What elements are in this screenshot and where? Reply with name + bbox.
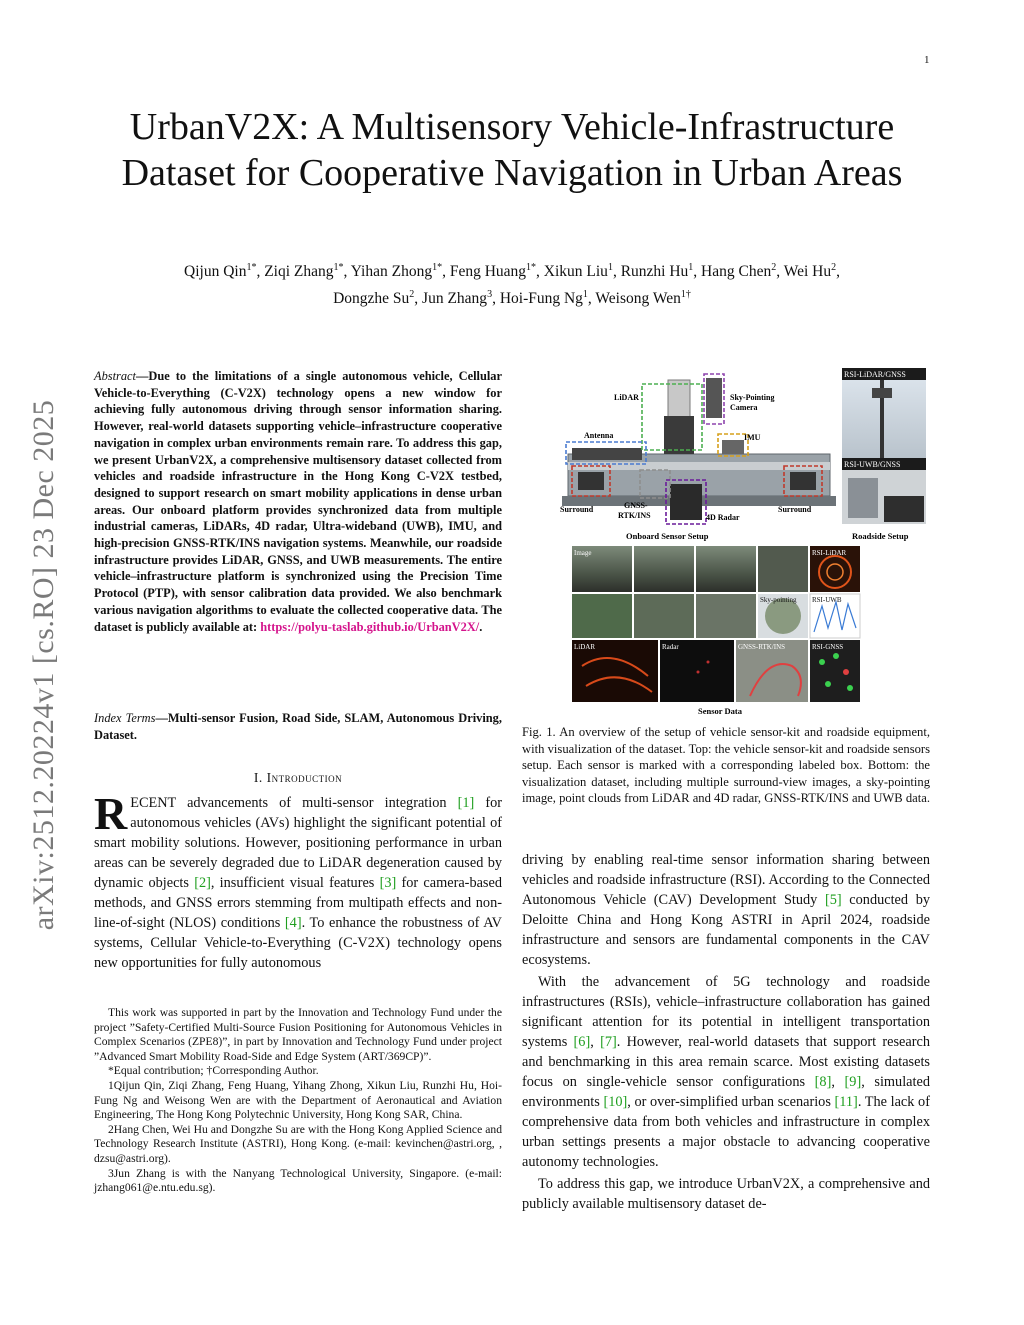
paragraph: driving by enabling real-time sensor information sharing between vehicles and roadside infrastructure (RSI). According to the Connected Autonomous Vehicle (CAV) Development Study [5] conducted by Deloitte China and Hong Kong ASTRI in April 2024, roadside infrastructure and sensors are fundamental components in the CAV ecosystems. xyxy=(522,852,931,968)
image-tile-2 xyxy=(634,546,694,592)
author: Runzhi Hu$^1$ xyxy=(620,262,694,281)
label-image: Image xyxy=(574,549,592,557)
image-tile-5 xyxy=(572,594,632,638)
footnote-funding: This work was supported in part by the Innovation and Technology Fund under the project ”Safety-Certified Multi-Source Fusion Positioning for Autonomous Vehicles in Complex Scenarios (ZPE8)”, in part by Innovation and Technology Fund under project ”Advanced Smart Mobility Road-Side and Edge System (ART/369CP)”. xyxy=(94,1006,502,1063)
surround-camera-right xyxy=(790,472,816,490)
label-rsi-gnss: RSI-GNSS xyxy=(812,643,844,651)
citation-link[interactable]: [9] xyxy=(844,1074,862,1090)
page-number: 1 xyxy=(924,54,930,66)
label-gnss: GNSS-RTK/INS xyxy=(618,501,651,520)
paper-title: UrbanV2X: A Multisensory Vehicle-Infrastructure Dataset for Cooperative Navigation in Urban Areas xyxy=(121,106,903,194)
label-surround-right: Surround xyxy=(778,505,812,514)
index-terms xyxy=(94,710,502,743)
label-radar-tile: Radar xyxy=(662,643,679,651)
citation-link[interactable]: [7] xyxy=(600,1034,617,1050)
citation-link[interactable]: [1] xyxy=(457,795,475,811)
label-lidar: LiDAR xyxy=(614,393,639,402)
citation-link[interactable]: [5] xyxy=(824,892,842,908)
footnote-affiliation-3: 3Jun Zhang is with the Nanyang Technological University, Singapore. (e-mail: jzhang061@e.ntu.edu.sg). xyxy=(94,1166,502,1195)
author: Jun Zhang$^3$ xyxy=(422,289,493,308)
label-sky-pointing: Sky-pointing xyxy=(760,596,797,604)
label-rsi-uwb: RSI-UWB xyxy=(812,596,842,604)
drop-cap: R xyxy=(94,788,128,839)
sky-camera-unit xyxy=(706,378,722,418)
citation-link[interactable]: [4] xyxy=(284,915,302,931)
arxiv-stamp-text: arXiv:2512.20224v1 [cs.RO] 23 Dec 2025 xyxy=(27,399,60,930)
abstract-lead: Abstract xyxy=(94,369,136,383)
label-rsi-lidar-gnss: RSI-LiDAR/GNSS xyxy=(844,370,906,379)
figure-1 xyxy=(522,366,928,718)
label-radar: 4D Radar xyxy=(706,513,740,522)
label-rsi-lidar: RSI-LiDAR xyxy=(812,549,847,557)
right-column-text xyxy=(522,850,930,1214)
label-antenna: Antenna xyxy=(584,431,614,440)
lidar-unit xyxy=(668,380,690,420)
surround-camera-left xyxy=(578,472,604,490)
label-sensor-data: Sensor Data xyxy=(698,706,742,716)
author: Weisong Wen$^{1\dagger}$ xyxy=(595,289,691,308)
label-rsi-uwb-gnss: RSI-UWB/GNSS xyxy=(844,460,901,469)
footnote-equal-contribution: *Equal contribution; †Corresponding Author. xyxy=(108,1064,319,1078)
citation-link[interactable]: [2] xyxy=(194,875,211,891)
abstract: Abstract—Due to the limitations of a single autonomous vehicle, Cellular Vehicle-to-Everything (C-V2X) technology opens a new window for achieving fully autonomous driving through sensor information sharing. However, real-world datasets supporting vehicle–infrastructure cooperative navigation in complex urban environments remain rare. To address this gap, we present UrbanV2X, a comprehensive multisensory dataset collected from vehicles and roadside infrastructure in the Hong Kong C-V2X testbed, designed to support research on smart mobility applications in dense urban areas. Our onboard platform provides synchronized data from multiple industrial cameras, LiDARs, 4D radar, Ultra-wideband (UWB), IMU, and high-precision GNSS-RTK/INS navigation systems. Meanwhile, our roadside infrastructure provides LiDAR, GNSS, and UWB measurements. The entire vehicle–infrastructure platform is synchronized using the Precision Time Protocol (PTP), with sensor calibration data provided. We also benchmark various navigation algorithms to evaluate the collected cooperative data. The dataset is publicly available at: https://polyu-taslab.github.io/UrbanV2X/. xyxy=(94,369,502,634)
author: Qijun Qin$^{1*}$ xyxy=(184,262,257,281)
label-surround-left: Surround xyxy=(560,505,594,514)
paragraph: With the advancement of 5G technology and roadside infrastructures (RSIs), vehicle–infrastructure collaboration has gained significant attention for its potential in intelligent transportation systems [6], [7]. However, real-world datasets that support research and benchmarking in this area remain scarce. Most existing datasets focus on single-vehicle sensor configurations [8], [9], simulated environments [10], or over-simplified urban scenarios [11]. The lack of comprehensive data from both vehicles and infrastructure in complex urban settings presents a major obstacle to advancing cooperative autonomy technologies. xyxy=(522,974,930,1170)
author: Xikun Liu$^1$ xyxy=(543,262,613,281)
citation-link[interactable]: [8] xyxy=(814,1074,832,1090)
author: Yihan Zhong$^{1*}$ xyxy=(350,262,443,281)
citation-link[interactable]: [6] xyxy=(573,1034,591,1050)
label-onboard-setup: Onboard Sensor Setup xyxy=(626,531,709,541)
image-tile-6 xyxy=(634,594,694,638)
citation-link[interactable]: [11] xyxy=(834,1094,858,1110)
author: Wei Hu$^2$ xyxy=(783,262,837,281)
author: Hang Chen$^2$ xyxy=(701,262,777,281)
index-terms-lead: Index Terms xyxy=(94,711,156,725)
abstract-text: —Due to the limitations of a single autonomous vehicle, Cellular Vehicle-to-Everything (C-V2X) technology opens a new window for achieving fully autonomous driving through sensor information sharing. However, real-world datasets supporting vehicle–infrastructure cooperative navigation in complex urban environments remain rare. To address this gap, we present UrbanV2X, a comprehensive multisensory dataset collected from vehicles and roadside infrastructure in the Hong Kong C-V2X testbed, designed to support research on smart mobility applications in dense urban areas. Our onboard platform provides synchronized data from multiple industrial cameras, LiDARs, 4D radar, Ultra-wideband (UWB), IMU, and high-precision GNSS-RTK/INS navigation systems. Meanwhile, our roadside infrastructure provides LiDAR, GNSS, and UWB measurements. The entire vehicle–infrastructure platform is synchronized using the Precision Time Protocol (PTP), with sensor calibration data provided. We also benchmark various navigation algorithms to evaluate the collected cooperative data. The dataset is publicly available at: xyxy=(94,369,502,634)
label-imu: IMU xyxy=(744,433,761,442)
index-terms-text: —Multi-sensor Fusion, Road Side, SLAM, Autonomous Driving, Dataset. xyxy=(94,711,502,742)
author-list: Qijun Qin$^{1*}$, Ziqi Zhang$^{1*}$, Yihan Zhong$^{1*}$, Feng Huang$^{1*}$, Xikun Liu$^1$, Runzhi Hu$^1$, Hang Chen$^2$, Wei Hu$^2$, Dongzhe Su$^2$, Jun Zhang$^3$, Hoi-Fung Ng$^1$, Weisong Wen$^{1\dagger}$ xyxy=(184,262,840,308)
label-lidar-tile: LiDAR xyxy=(574,643,595,651)
radar-unit xyxy=(670,484,702,520)
dataset-link[interactable]: https://polyu-taslab.github.io/UrbanV2X/ xyxy=(260,619,480,634)
antenna-unit xyxy=(572,448,642,460)
section-heading: I. Introduction xyxy=(253,770,343,785)
lidar-mount xyxy=(664,416,694,454)
arxiv-stamp xyxy=(18,372,70,957)
image-tile-4 xyxy=(758,546,808,592)
author: Dongzhe Su$^2$ xyxy=(333,289,415,308)
label-sky-camera: Sky-Pointing Camera xyxy=(730,393,775,412)
footnote-affiliation-2: 2Hang Chen, Wei Hu and Dongzhe Su are with the Hong Kong Applied Science and Technology Research Institute (ASTRI), Hong Kong. (e-mail: kevinchen@astri.org, , dzsu@astri.org). xyxy=(94,1122,502,1165)
paragraph: To address this gap, we introduce UrbanV2X, a comprehensive and publicly available multisensory dataset de- xyxy=(522,1176,930,1212)
footnotes xyxy=(94,1006,502,1196)
image-tile-7 xyxy=(696,594,756,638)
footnote-affiliation-1: 1Qijun Qin, Ziqi Zhang, Feng Huang, Yihang Zhong, Xikun Liu, Runzhi Hu, Hoi-Fung Ng and Weisong Wen are with the Department of Aeronautical and Aviation Engineering, The Hong Kong Polytechnic University, Hong Kong SAR, China. xyxy=(94,1078,502,1122)
citation-link[interactable]: [10] xyxy=(603,1094,628,1110)
author: Feng Huang$^{1*}$ xyxy=(449,262,537,281)
image-tile-3 xyxy=(696,546,756,592)
author: Ziqi Zhang$^{1*}$ xyxy=(264,262,344,281)
author: Hoi-Fung Ng$^1$ xyxy=(499,289,588,308)
citation-link[interactable]: [3] xyxy=(379,875,397,891)
label-gnss-tile: GNSS-RTK/INS xyxy=(738,643,786,651)
label-roadside-setup: Roadside Setup xyxy=(852,531,909,541)
figure-1-graphic xyxy=(522,366,928,718)
figure-caption: Fig. 1. An overview of the setup of vehicle sensor-kit and roadside equipment, with visualization of the dataset. Top: the vehicle sensor-kit and roadside sensors setup. Each sensor is marked with a corresponding labeled box. Bottom: the visualization dataset, including multiple surround-view images, a sky-pointing image, point clouds from LiDAR and 4D radar, GNSS-RTK/INS and UWB data. xyxy=(522,725,930,806)
introduction-text: RECENT advancements of multi-sensor integration [1] for autonomous vehicles (AVs) highlight the significant potential of smart mobility solutions. However, positioning performance in urban areas can be severely degraded due to LiDAR degeneration caused by dynamic objects [2], insufficient visual features [3] for camera-based methods, and GNSS errors stemming from multipath effects and non-line-of-sight (NLOS) conditions [4]. To enhance the robustness of AV systems, Cellular Vehicle-to-Everything (C-V2X) technology opens new opportunities for fully autonomous xyxy=(94,788,502,971)
imu-unit xyxy=(722,440,744,454)
